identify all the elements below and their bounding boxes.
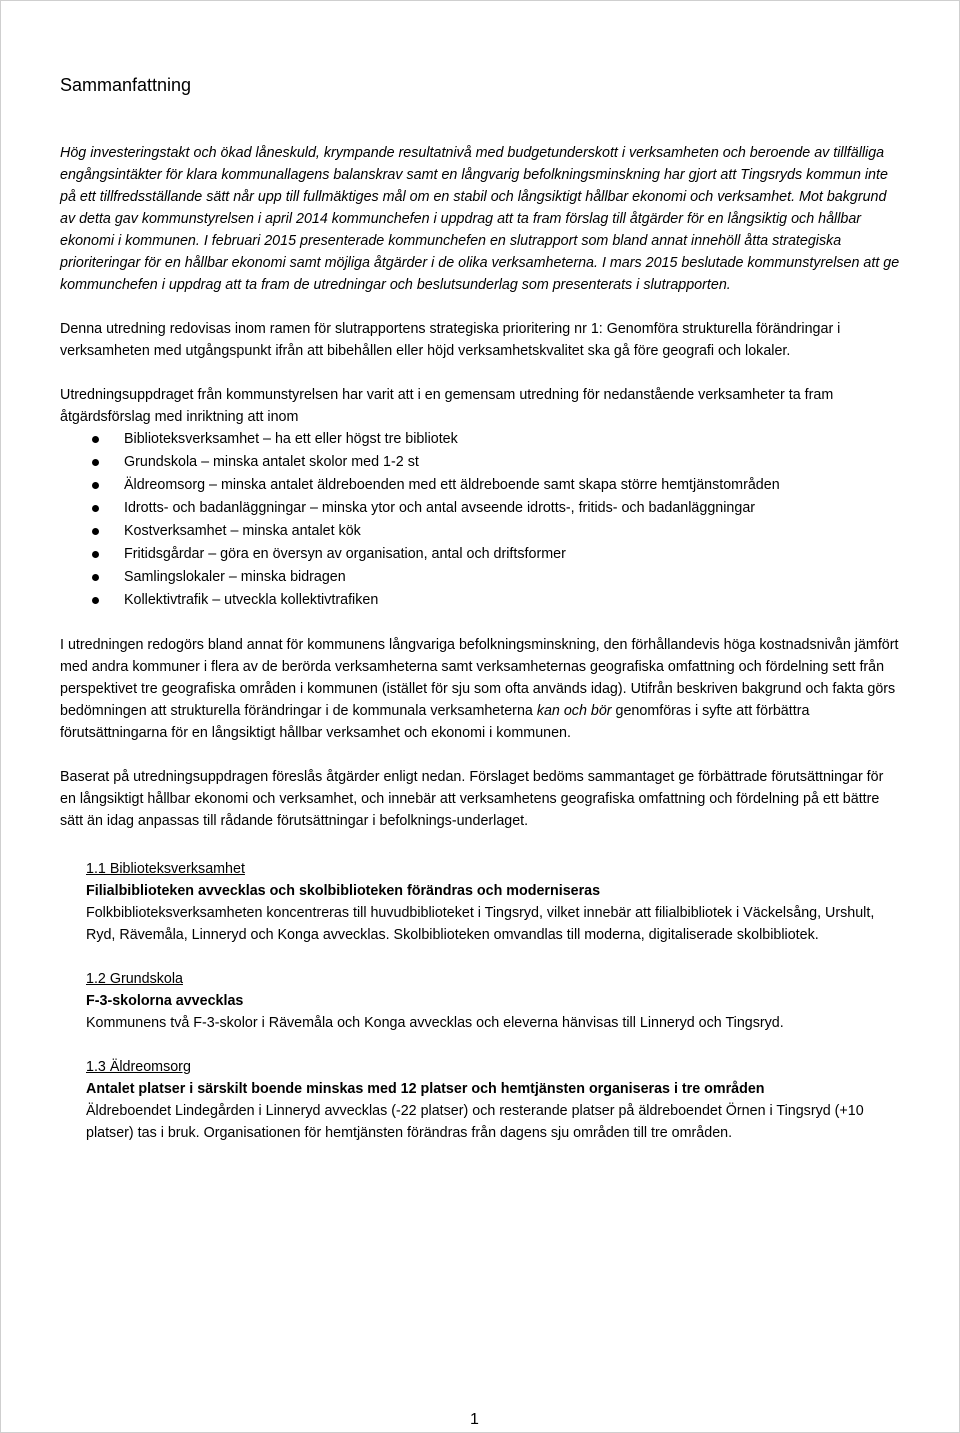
- bullet-icon: [92, 505, 99, 512]
- section-elderly-care: [60, 1056, 900, 1144]
- list-item: Kollektivtrafik – utveckla kollektivtrafiken: [60, 589, 900, 612]
- section-subheading: Filialbiblioteken avvecklas och skolbiblioteken förändras och moderniseras: [86, 883, 601, 899]
- bullet-icon: [92, 597, 99, 604]
- paragraph-proposal: Baserat på utredningsuppdragen föreslås åtgärder enligt nedan. Förslaget bedöms sammantaget ge förbättrade förutsättningar för en långsiktigt hållbar ekonomi och verksamhet, och innebär att verksamhetens geografiska omfattning och fördelning på ett bättre sätt än idag anpassas till rådande förutsättningar i befolknings-underlaget.: [60, 769, 884, 829]
- list-item: Fritidsgårdar – göra en översyn av organisation, antal och driftsformer: [60, 543, 900, 566]
- list-item: Idrotts- och badanläggningar – minska ytor och antal avseende idrotts-, fritids- och badanläggningar: [60, 497, 900, 520]
- paragraph-assessment: I utredningen redogörs bland annat för kommunens långvariga befolkningsminskning, den förhållandevis höga kostnadsnivån jämfört med andra kommuner i flera av de berörda verksamheterna samt verksamheternas geografiska omfattning och fördelning sett från perspektivet tre geografiska områden i kommunen (istället för sju som ofta används idag). Utifrån beskriven bakgrund och fakta görs bedömningen att strukturella förändringar i de kommunala verksamheterna kan och bör genomföras i syfte att förbättra förutsättningarna för en långsiktigt hållbar verksamhet och ekonomi i kommunen.: [60, 637, 899, 741]
- section-body: Kommunens två F-3-skolor i Rävemåla och Konga avvecklas och eleverna hänvisas till Linneryd och Tingsryd.: [86, 1015, 784, 1031]
- section-body: Folkbiblioteksverksamheten koncentreras till huvudbiblioteket i Tingsryd, vilket innebär att filialbibliotek i Väckelsång, Urshult, Ryd, Rävemåla, Linneryd och Konga avvecklas. Skolbiblioteken omvandlas till moderna, digitaliserade skolbibliotek.: [86, 905, 875, 943]
- paragraph-assignment: Utredningsuppdraget från kommunstyrelsen har varit att i en gemensam utredning för nedanstående verksamheter ta fram åtgärdsförslag med inriktning att inom: [60, 387, 834, 425]
- page-title: Sammanfattning: [60, 75, 192, 95]
- bullet-icon: [92, 528, 99, 535]
- section-body: Äldreboendet Lindegården i Linneryd avvecklas (-22 platser) och resterande platser på äldreboendet Örnen i Tingsryd (+10 platser) tas i bruk. Organisationen för hemtjänsten förändras från dagens sju områden till tre områden.: [86, 1103, 864, 1141]
- list-item: Äldreomsorg – minska antalet äldreboenden med ett äldreboende samt skapa större hemtjänstområden: [60, 474, 900, 497]
- section-heading: 1.1 Biblioteksverksamhet: [86, 861, 245, 877]
- section-library: [60, 858, 900, 946]
- intro-paragraph: Hög investeringstakt och ökad låneskuld, krympande resultatnivå med budgetunderskott i verksamheten och beroende av tillfälliga engångsintäkter för klara kommunallagens balanskrav samt en långvarig befolkningsminskning har gjort att Tingsryds kommun inte på ett tillfredsställande sätt når upp till fullmäktiges mål om en stabil och långsiktigt hållbar ekonomi och verksamhet. Mot bakgrund av detta gav kommunstyrelsen i april 2014 kommunchefen i uppdrag att ta fram förslag till åtgärder för en långsiktig och hållbar ekonomi i kommunen. I februari 2015 presenterade kommunchefen en slutrapport som bland annat innehöll åtta strategiska prioriteringar för en hållbar ekonomi samt möjliga åtgärder i de olika verksamheterna. I mars 2015 beslutade kommunstyrelsen att ge kommunchefen i uppdrag att ta fram de utredningar och beslutsunderlag som presenterats i slutrapporten.: [60, 145, 900, 293]
- bullet-icon: [92, 551, 99, 558]
- list-item: Biblioteksverksamhet – ha ett eller högst tre bibliotek: [60, 428, 900, 451]
- bullet-icon: [92, 459, 99, 466]
- section-heading: 1.3 Äldreomsorg: [86, 1059, 191, 1075]
- bullet-icon: [92, 436, 99, 443]
- list-item: Kostverksamhet – minska antalet kök: [60, 520, 900, 543]
- assignment-list: [60, 428, 900, 612]
- list-item: Samlingslokaler – minska bidragen: [60, 566, 900, 589]
- document-page: [60, 70, 900, 1144]
- bullet-icon: [92, 574, 99, 581]
- page-number: 1: [470, 1411, 479, 1428]
- list-item: Grundskola – minska antalet skolor med 1-2 st: [60, 451, 900, 474]
- section-school: [60, 968, 900, 1034]
- bullet-icon: [92, 482, 99, 489]
- paragraph-scope: Denna utredning redovisas inom ramen för slutrapportens strategiska prioritering nr 1: Genomföra strukturella förändringar i verksamheten med utgångspunkt ifrån att bibehållen eller höjd verksamhetskvalitet ska gå före geografi och lokaler.: [60, 321, 841, 359]
- section-heading: 1.2 Grundskola: [86, 971, 183, 987]
- section-subheading: Antalet platser i särskilt boende minskas med 12 platser och hemtjänsten organiseras i tre områden: [86, 1081, 765, 1097]
- section-subheading: F-3-skolorna avvecklas: [86, 993, 244, 1009]
